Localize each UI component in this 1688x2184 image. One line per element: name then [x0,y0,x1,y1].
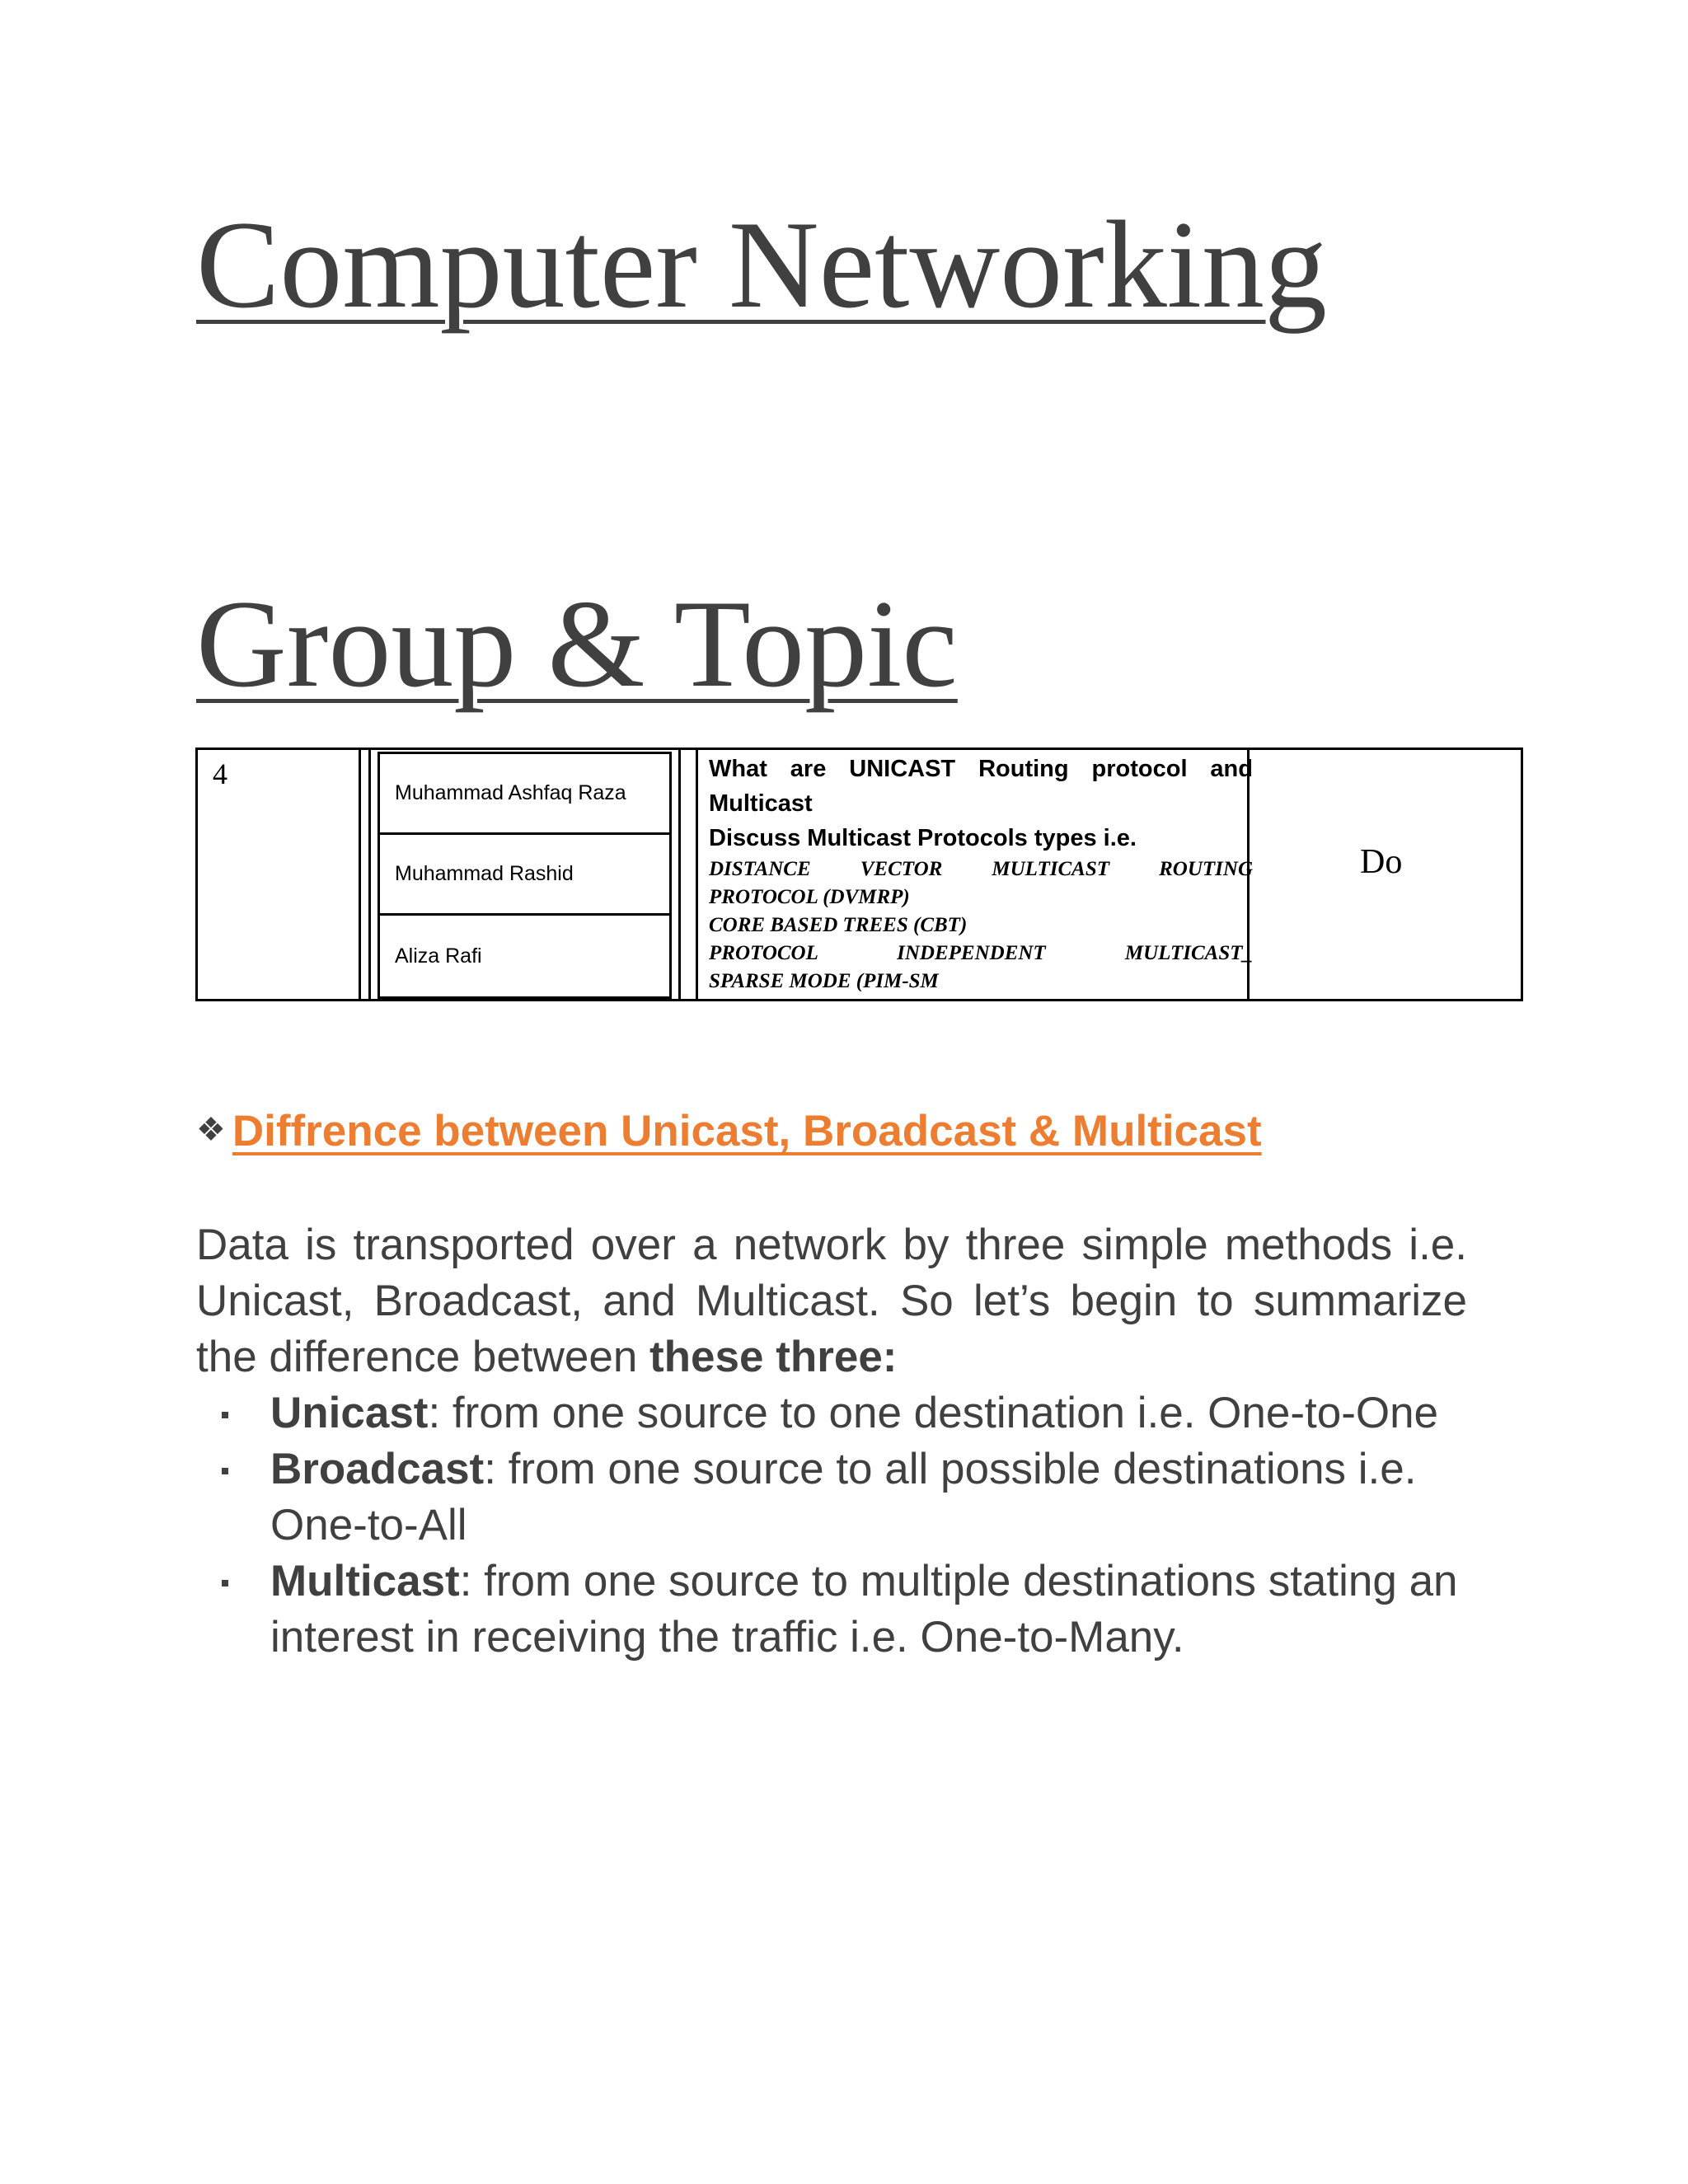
method-list [196,1385,1482,1666]
table-divider [359,750,361,999]
list-item [196,1385,1482,1441]
protocol-line: PROTOCOL (DVMRP) [709,886,910,908]
list-item [196,1554,1482,1666]
protocol-line: CORE BASED TREES (CBT) [709,914,968,936]
difference-heading-text: Diffrence between Unicast, Broadcast & Multicast [232,1107,1262,1155]
document-title: Computer Networking [196,195,1328,334]
table-divider [696,750,698,999]
group-topic-heading: Group & Topic [196,574,958,713]
member-name: Muhammad Ashfaq Raza [380,754,669,835]
method-description: : from one source to multiple destinations stating an interest in receiving the traffic i.e. One-to-Many. [270,1557,1458,1661]
member-name: Aliza Rafi [395,944,482,968]
topic-cell [709,750,1253,996]
protocol-line: SPARSE MODE (PIM-SM [709,970,939,992]
method-description: : from one source to one destination i.e. One-to-One [428,1389,1439,1437]
method-term: Unicast [270,1389,429,1437]
method-term: Multicast [270,1557,460,1605]
group-number: 4 [213,757,227,790]
small-square-bullet-icon [222,1468,228,1474]
list-item [196,1441,1482,1554]
intro-bold-text: these three: [649,1333,898,1381]
table-divider [368,750,371,999]
small-square-bullet-icon [222,1412,228,1418]
difference-heading [196,1106,1262,1156]
table-divider [678,750,681,999]
topic-question-line: Multicast [709,790,813,817]
topic-discuss-line: Discuss Multicast Protocols types i.e. [709,825,1137,851]
intro-paragraph [196,1217,1467,1385]
method-description: : from one source to all possible destinations i.e. One-to-All [270,1445,1417,1549]
method-term: Broadcast [270,1445,485,1493]
topic-question-line: What are UNICAST Routing protocol and [709,756,1253,782]
members-cell [377,752,672,999]
intro-text: Data is transported over a network by three simple methods i.e. Unicast, Broadcast, and Multicast. So let’s begin to summarize the difference between [196,1221,1467,1381]
status-cell: Do [1360,843,1403,881]
member-name: Muhammad Rashid [380,835,669,916]
small-square-bullet-icon [222,1580,228,1586]
group-topic-table [195,748,1523,1001]
protocol-line: DISTANCE VECTOR MULTICAST ROUTING [709,858,1253,880]
protocol-line: PROTOCOL INDEPENDENT MULTICAST_ [709,942,1253,964]
four-diamond-bullet-icon: ❖ [196,1111,226,1148]
